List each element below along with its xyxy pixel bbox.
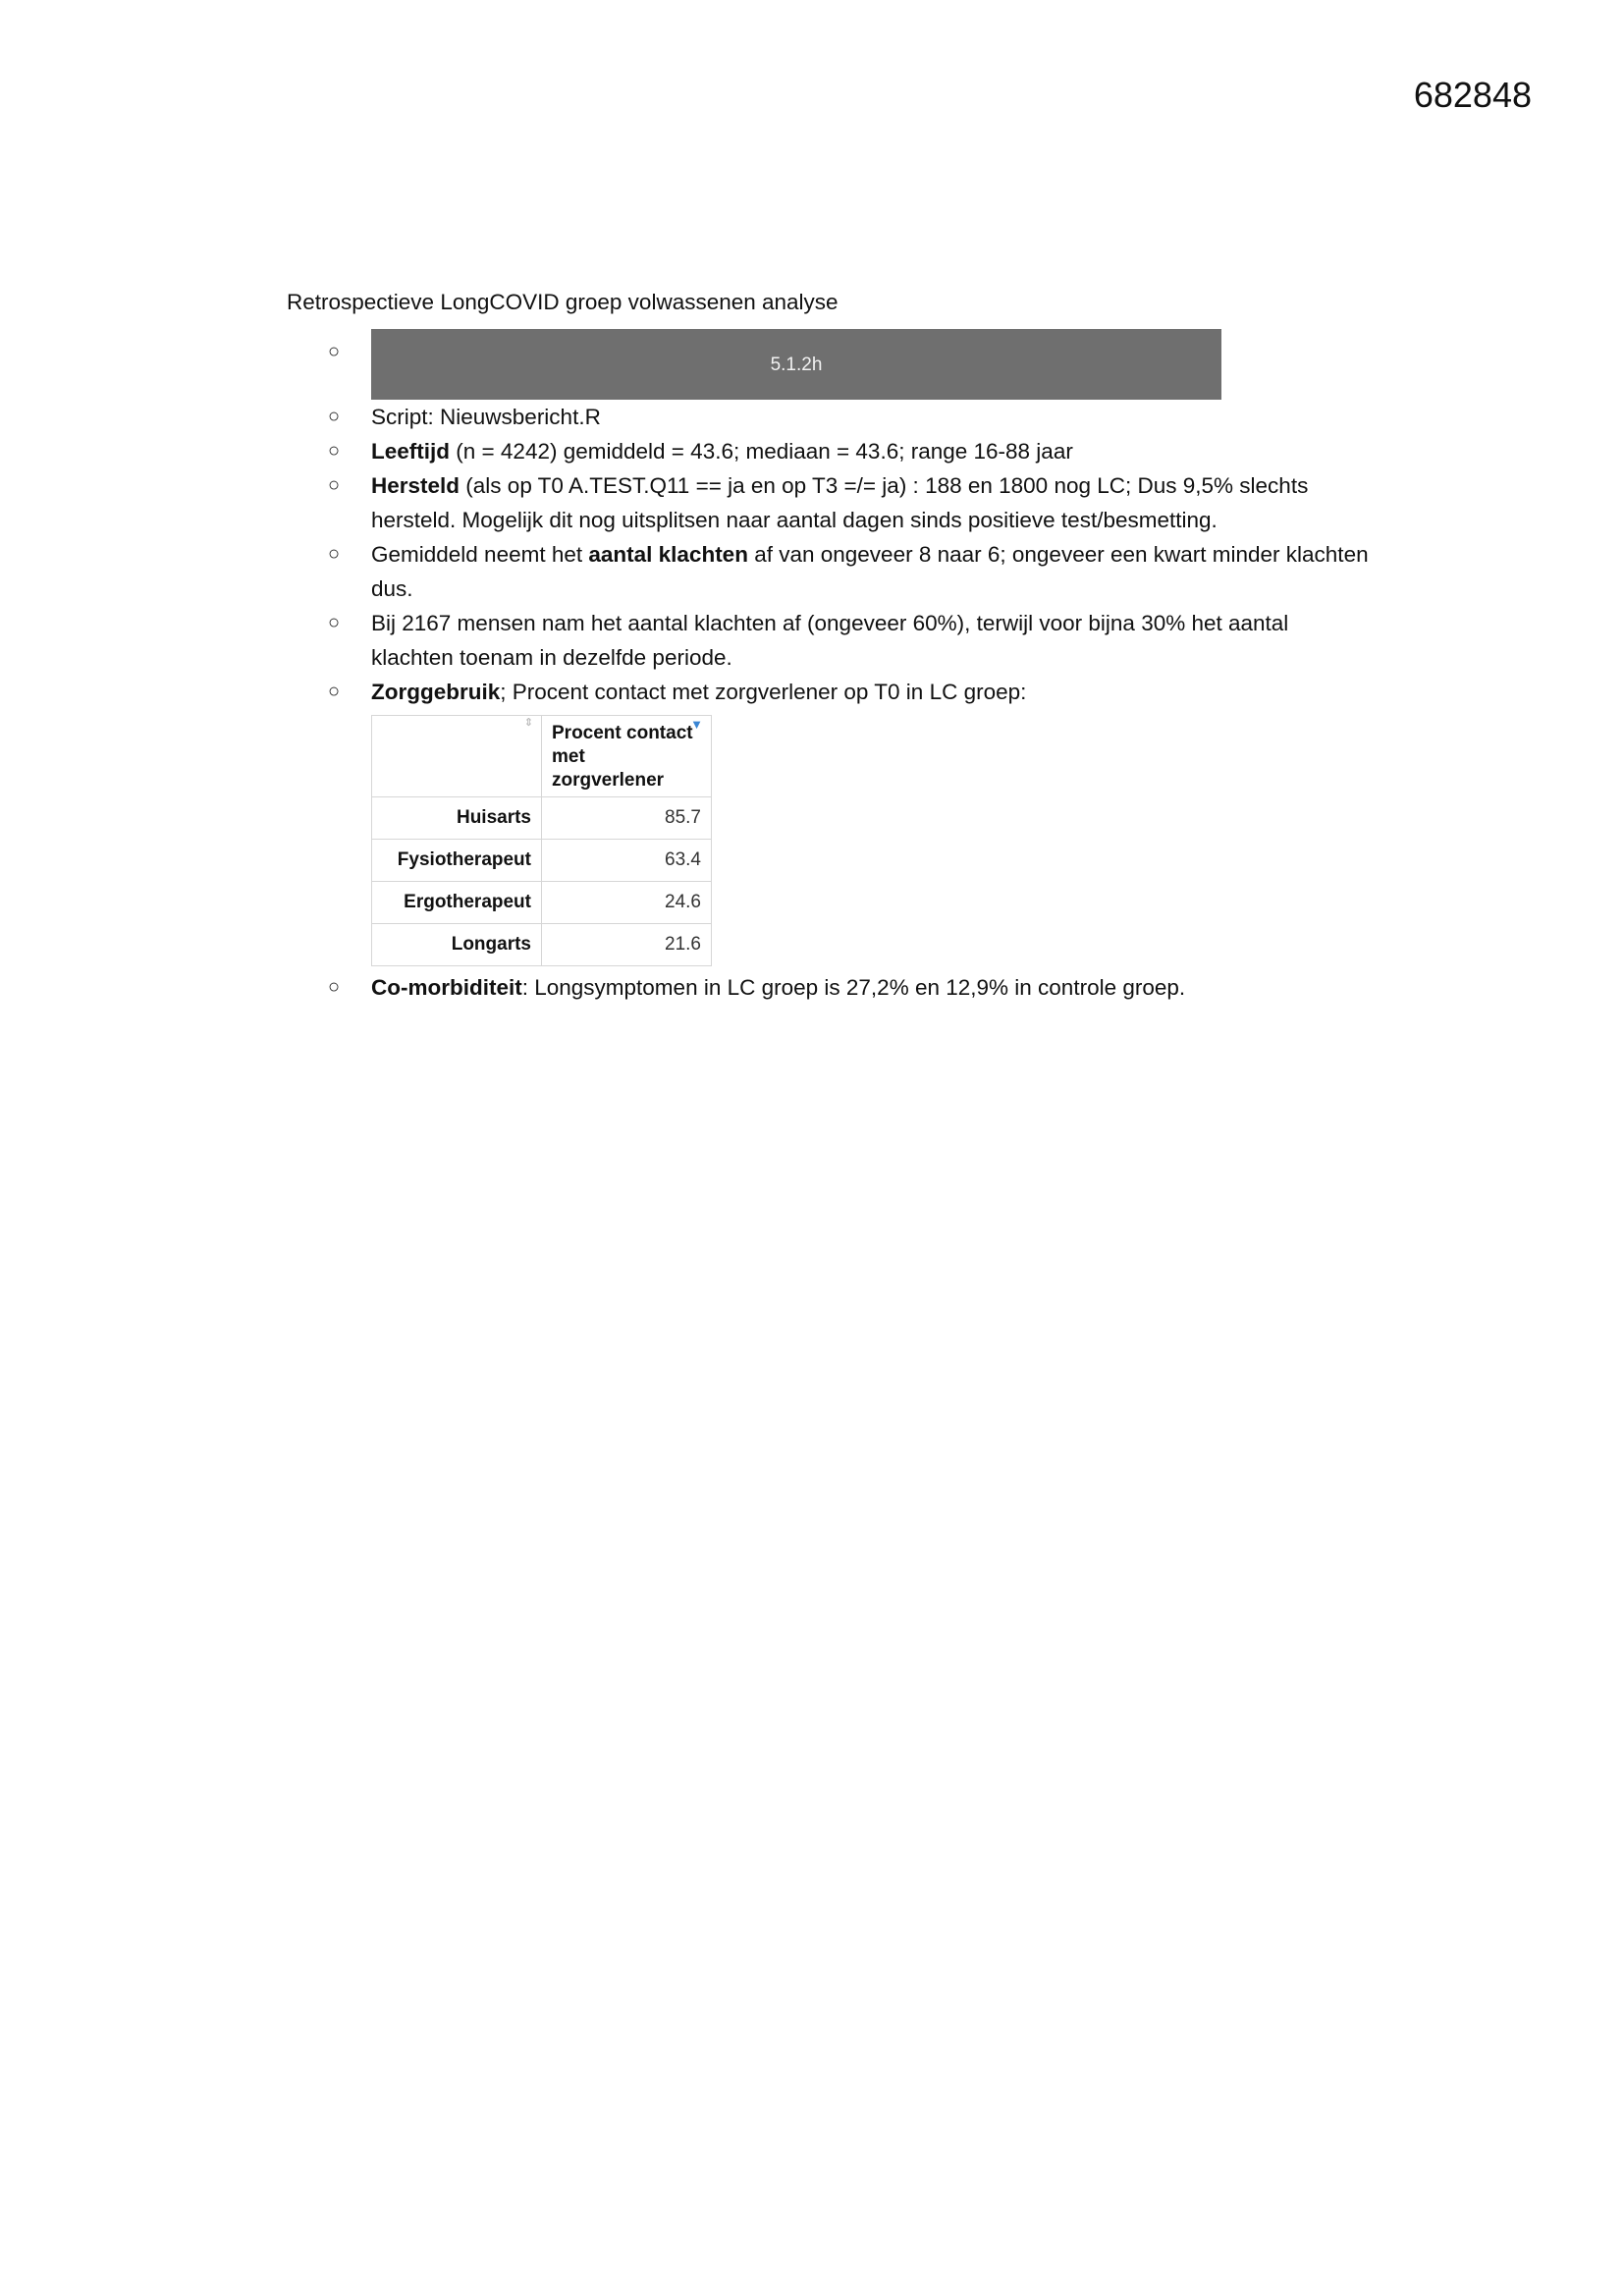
bullet-icon: ○ [328,474,341,496]
row-label: Fysiotherapeut [372,840,542,882]
bullet-icon: ○ [328,440,341,462]
column-header-label: Procent contact met zorgverlener [552,723,693,791]
sort-desc-icon[interactable]: ▼ [690,717,703,732]
care-label: Zorggebruik [371,680,501,704]
recovered-label: Hersteld [371,473,460,498]
list-item-redacted [287,329,1377,400]
bullet-icon: ○ [328,406,341,427]
row-label: Longarts [372,924,542,966]
list-item-recovered [287,468,1377,537]
care-text: ; Procent contact met zorgverlener op T0 in LC groep: [500,680,1027,704]
row-value: 85.7 [542,797,712,840]
age-text: (n = 4242) gemiddeld = 43.6; mediaan = 43.6; range 16-88 jaar [450,439,1073,464]
corner-header[interactable] [372,716,542,797]
complaints-pre: Gemiddeld neemt het [371,542,589,567]
bullet-icon: ○ [328,612,341,633]
complaints-label: aantal klachten [588,542,748,567]
bullet-list [287,329,1377,1005]
complaints-post: af van ongeveer 8 naar 6; ongeveer een kwart minder klachten dus. [371,542,1369,601]
row-label: Ergotherapeut [372,882,542,924]
row-value: 63.4 [542,840,712,882]
list-item-care [287,675,1377,966]
script-text: Script: Nieuwsbericht.R [371,405,601,429]
comorbidity-label: Co-morbiditeit [371,975,522,1000]
sort-arrows-icon[interactable]: ⇕ [523,717,533,729]
decrease-text: Bij 2167 mensen nam het aantal klachten af (ongeveer 60%), terwijl voor bijna 30% het aantal klachten toenam in dezelfde periode. [371,611,1289,670]
column-header[interactable] [542,716,712,797]
list-item-script [287,400,1377,434]
comorbidity-text: : Longsymptomen in LC groep is 27,2% en 12,9% in controle groep. [521,975,1186,1000]
table-header-row [372,716,712,797]
recovered-text: (als op T0 A.TEST.Q11 == ja en op T3 =/= ja) : 188 en 1800 nog LC; Dus 9,5% slechts hersteld. Mogelijk dit nog uitsplitsen naar aantal dagen sinds positieve test/besmetting. [371,473,1309,532]
list-item-complaints [287,537,1377,606]
list-item-decrease [287,606,1377,675]
bullet-icon: ○ [328,341,341,362]
row-value: 24.6 [542,882,712,924]
list-item-comorbidity [287,970,1377,1005]
table-row [372,797,712,840]
table-row [372,840,712,882]
bullet-icon: ○ [328,543,341,565]
table-row [372,924,712,966]
section-heading: Retrospectieve LongCOVID groep volwassenen analyse [287,290,839,314]
redaction-code: 5.1.2h [770,354,823,375]
bullet-icon: ○ [328,976,341,998]
document-number: 682848 [1413,75,1532,115]
document-body [287,285,1377,1005]
table-row [372,882,712,924]
bullet-icon: ○ [328,681,341,702]
row-value: 21.6 [542,924,712,966]
redaction-block [371,329,1221,400]
list-item-age [287,434,1377,468]
care-table-wrapper [371,715,1377,966]
care-table [371,715,712,966]
row-label: Huisarts [372,797,542,840]
age-label: Leeftijd [371,439,451,464]
